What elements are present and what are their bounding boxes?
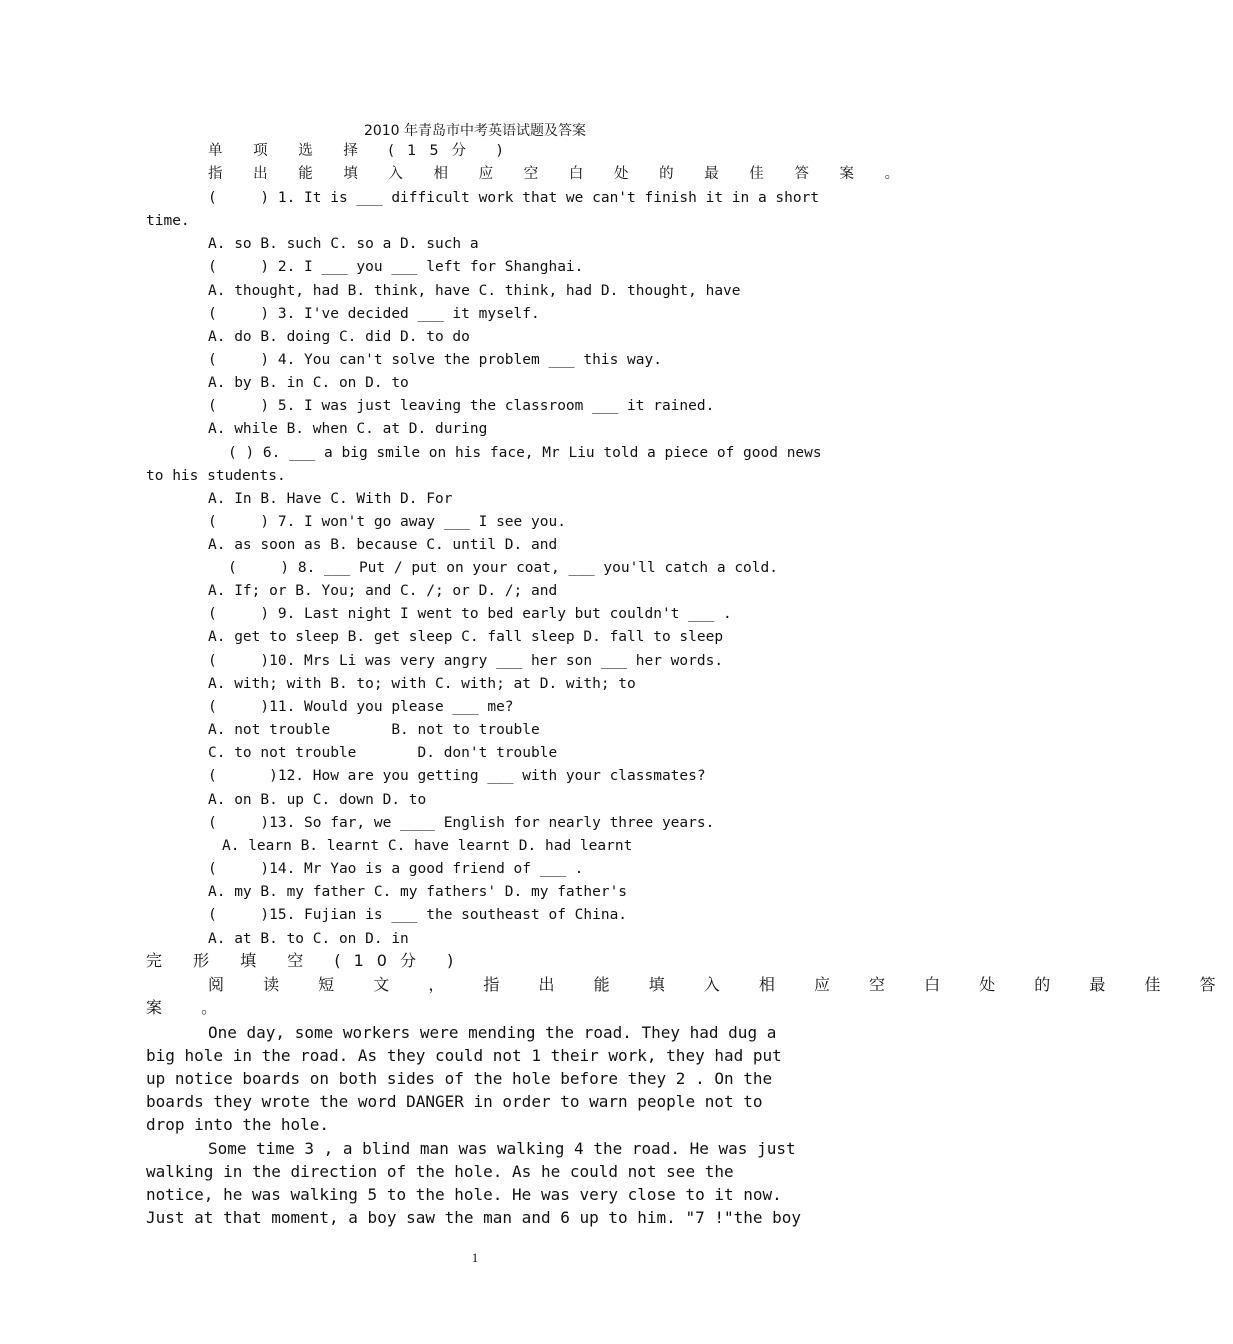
question-line: ( ) 9. Last night I went to bed early but couldn't ___ . <box>208 606 732 622</box>
question-line: ( ) 7. I won't go away ___ I see you. <box>208 514 566 530</box>
passage-line: One day, some workers were mending the road. They had dug a <box>208 1023 777 1042</box>
section2-instruction-cont: 案 。 <box>146 998 235 1017</box>
question-line: ( ) 8. ___ Put / put on your coat, ___ you'll catch a cold. <box>228 560 778 576</box>
passage-line: up notice boards on both sides of the hole before they 2 . On the <box>146 1069 773 1088</box>
page-title: 2010 年青岛市中考英语试题及答案 <box>363 123 587 139</box>
question-line: A. learn B. learnt C. have learnt D. had learnt <box>222 838 633 854</box>
question-line: ( )15. Fujian is ___ the southeast of China. <box>208 907 628 923</box>
question-line: A. on B. up C. down D. to <box>208 792 427 808</box>
passage-line: drop into the hole. <box>146 1115 330 1134</box>
question-line: A. In B. Have C. With D. For <box>208 491 453 507</box>
question-line: ( )14. Mr Yao is a good friend of ___ . <box>208 861 584 877</box>
question-line: ( )11. Would you please ___ me? <box>208 699 514 715</box>
question-line: A. get to sleep B. get sleep C. fall sleep D. fall to sleep <box>208 629 724 645</box>
question-line: ( ) 2. I ___ you ___ left for Shanghai. <box>208 259 584 275</box>
question-line: A. my B. my father C. my fathers' D. my father's <box>208 884 628 900</box>
question-line: A. If; or B. You; and C. /; or D. /; and <box>208 583 558 599</box>
question-line: to his students. <box>146 468 286 484</box>
question-line: A. with; with B. to; with C. with; at D. with; to <box>208 676 636 692</box>
question-line: ( ) 1. It is ___ difficult work that we can't finish it in a short <box>208 190 820 206</box>
question-line: ( ) 6. ___ a big smile on his face, Mr Liu told a piece of good news <box>228 445 822 461</box>
question-line: A. at B. to C. on D. in <box>208 931 409 947</box>
question-line: C. to not trouble D. don't trouble <box>208 745 558 761</box>
question-line: A. while B. when C. at D. during <box>208 421 488 437</box>
passage-line: walking in the direction of the hole. As he could not see the <box>146 1162 734 1181</box>
question-line: A. as soon as B. because C. until D. and <box>208 537 558 553</box>
question-line: A. not trouble B. not to trouble <box>208 722 540 738</box>
passage-line: boards they wrote the word DANGER in order to warn people not to <box>146 1092 763 1111</box>
page-number: 1 <box>471 1250 479 1265</box>
section1-heading: 单 项 选 择 (15分 ) <box>208 143 516 159</box>
question-line: A. do B. doing C. did D. to do <box>208 329 470 345</box>
question-line: ( )13. So far, we ____ English for nearly three years. <box>208 815 715 831</box>
section2-heading: 完 形 填 空 (10分 ) <box>146 951 467 970</box>
section2-instruction: 阅 读 短 文 ， 指 出 能 填 入 相 应 空 白 处 的 最 佳 答 <box>208 975 1233 994</box>
question-line: A. thought, had B. think, have C. think, had D. thought, have <box>208 283 741 299</box>
question-line: ( )12. How are you getting ___ with your classmates? <box>208 768 706 784</box>
question-line: A. so B. such C. so a D. such a <box>208 236 479 252</box>
question-line: A. by B. in C. on D. to <box>208 375 409 391</box>
passage-line: big hole in the road. As they could not 1 their work, they had put <box>146 1046 782 1065</box>
question-line: ( ) 3. I've decided ___ it myself. <box>208 306 540 322</box>
question-line: ( ) 4. You can't solve the problem ___ this way. <box>208 352 662 368</box>
passage-line: Just at that moment, a boy saw the man and 6 up to him. "7 !"the boy <box>146 1208 802 1227</box>
question-line: time. <box>146 213 190 229</box>
question-line: ( )10. Mrs Li was very angry ___ her son ___ her words. <box>208 653 724 669</box>
passage-line: notice, he was walking 5 to the hole. He was very close to it now. <box>146 1185 782 1204</box>
passage-line: Some time 3 , a blind man was walking 4 the road. He was just <box>208 1139 796 1158</box>
section1-instruction: 指 出 能 填 入 相 应 空 白 处 的 最 佳 答 案 。 <box>208 166 913 182</box>
question-line: ( ) 5. I was just leaving the classroom ___ it rained. <box>208 398 715 414</box>
